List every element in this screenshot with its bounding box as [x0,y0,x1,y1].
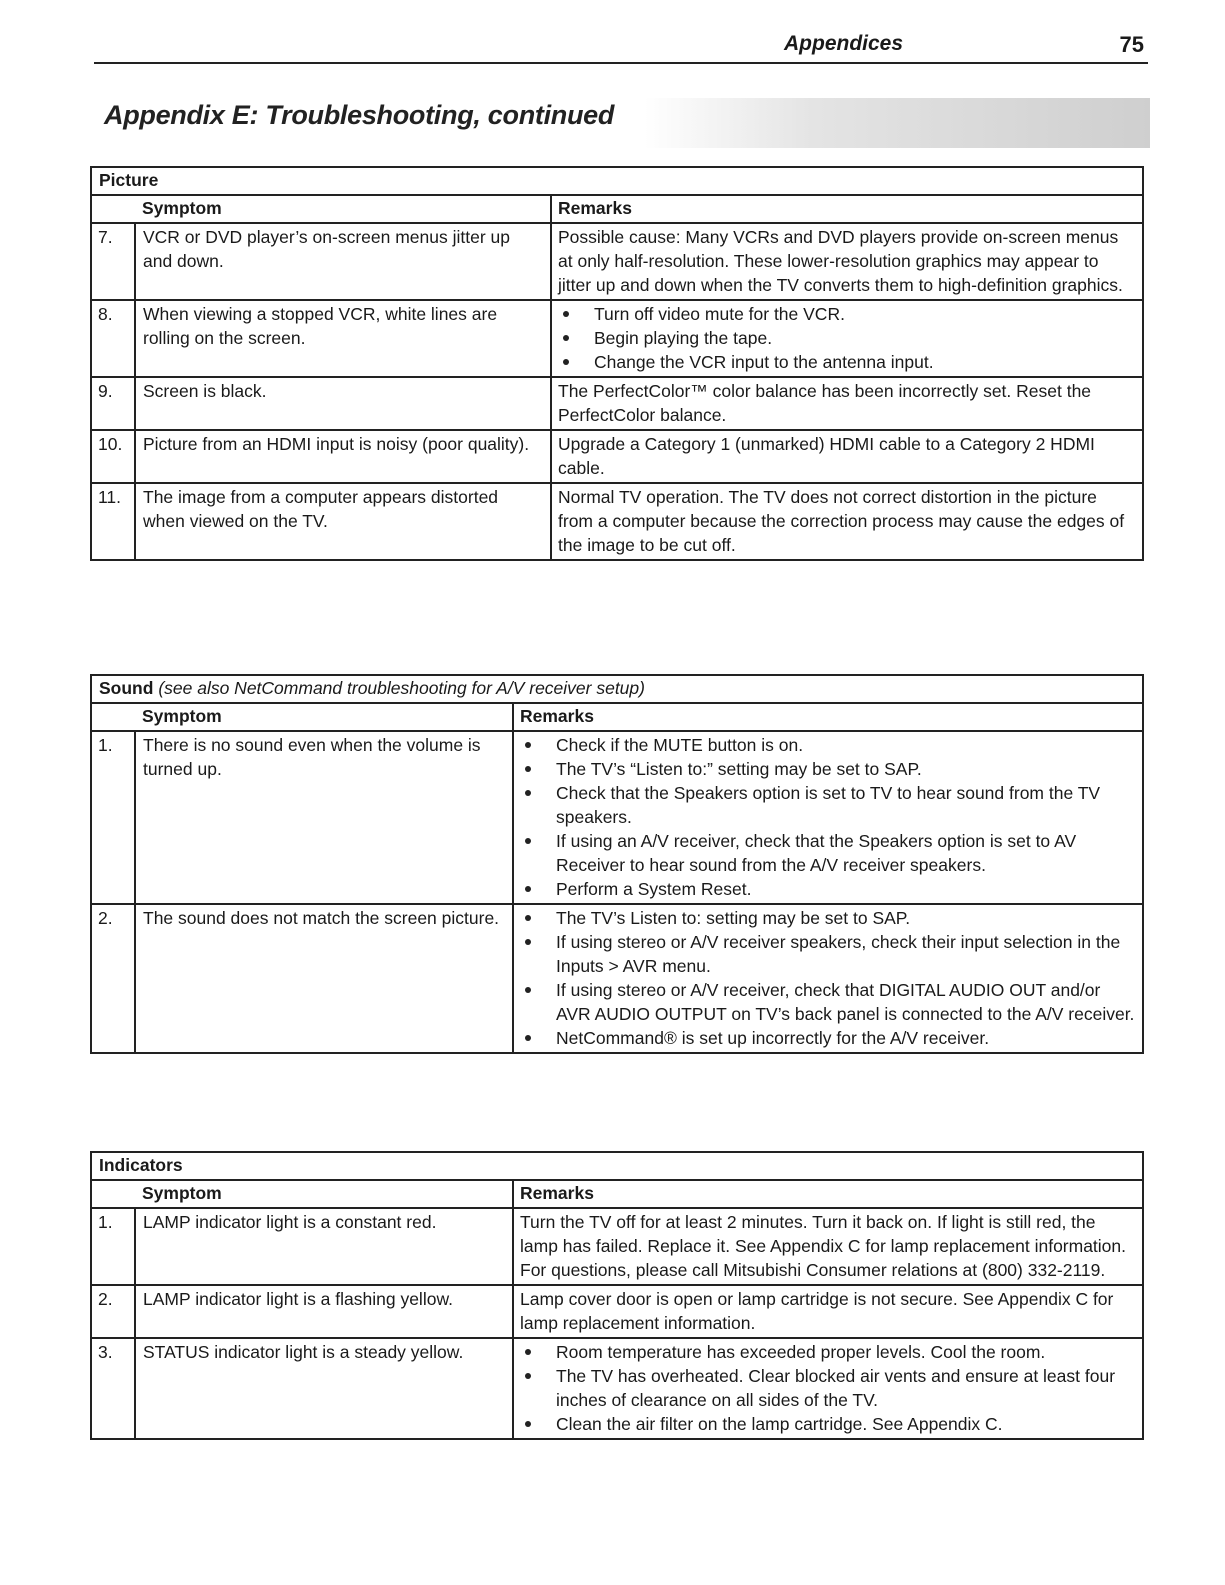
table-row [91,300,1143,377]
remarks-bullet-item [520,1364,1136,1412]
symptom-cell: LAMP indicator light is a constant red. [135,1208,513,1285]
remarks-cell [551,483,1143,560]
remarks-bullet-item [558,326,1136,350]
table-header-row [91,1180,1143,1208]
sound-table [90,674,1144,1054]
remarks-bullet-list [520,1340,1136,1436]
bullet-text: Perform a System Reset. [556,879,752,899]
symptom-cell: There is no sound even when the volume is turned up. [135,731,513,904]
bullet-dot-icon [525,939,531,945]
number-column-header [91,1180,135,1208]
picture-table-title: Picture [91,167,1143,195]
bullet-text: Clean the air filter on the lamp cartridge. See Appendix C. [556,1414,1003,1434]
remarks-bullet-item [520,877,1136,901]
remarks-bullet-item [558,302,1136,326]
symptom-cell: The sound does not match the screen picture. [135,904,513,1053]
remarks-cell [551,377,1143,430]
remarks-text: Lamp cover door is open or lamp cartridge is not secure. See Appendix C for lamp replacement information. [520,1289,1114,1333]
remarks-text: Normal TV operation. The TV does not correct distortion in the picture from a computer because the correction process may cause the edges of the image to be cut off. [558,487,1125,555]
bullet-text: Turn off video mute for the VCR. [594,304,845,324]
table-row [91,731,1143,904]
bullet-dot-icon [525,1373,531,1379]
bullet-text: If using stereo or A/V receiver speakers, check their input selection in the Inputs > AVR menu. [556,932,1121,976]
running-head [94,30,1148,64]
symptom-cell: STATUS indicator light is a steady yellow. [135,1338,513,1439]
bullet-text: Room temperature has exceeded proper levels. Cool the room. [556,1342,1046,1362]
indicators-table-body [91,1208,1143,1439]
table-row [91,377,1143,430]
picture-table [90,166,1144,561]
bullet-dot-icon [525,886,531,892]
remarks-column-header: Remarks [513,703,1143,731]
remarks-bullet-item [520,978,1136,1026]
row-number: 8. [91,300,135,377]
symptom-column-header: Symptom [135,1180,513,1208]
remarks-bullet-item [520,930,1136,978]
remarks-cell [551,300,1143,377]
indicators-table [90,1151,1144,1440]
bullet-text: The TV has overheated. Clear blocked air vents and ensure at least four inches of clearance on all sides of the TV. [556,1366,1116,1410]
bullet-text: NetCommand® is set up incorrectly for the A/V receiver. [556,1028,990,1048]
indicators-table-title: Indicators [91,1152,1143,1180]
symptom-cell: VCR or DVD player’s on-screen menus jitter up and down. [135,223,551,300]
table-row [91,430,1143,483]
row-number: 7. [91,223,135,300]
bullet-text: The TV’s “Listen to:” setting may be set to SAP. [556,759,922,779]
table-row [91,483,1143,560]
table-row [91,904,1143,1053]
row-number: 9. [91,377,135,430]
row-number: 1. [91,1208,135,1285]
remarks-bullet-item [520,829,1136,877]
bullet-dot-icon [525,790,531,796]
symptom-cell: Picture from an HDMI input is noisy (poor quality). [135,430,551,483]
page-number: 75 [1119,32,1144,57]
table-row [91,1338,1143,1439]
remarks-bullet-item [520,1026,1136,1050]
number-column-header [91,703,135,731]
bullet-dot-icon [563,311,569,317]
remarks-cell [513,1285,1143,1338]
table-title-row [91,167,1143,195]
bullet-dot-icon [525,766,531,772]
appendix-title: Appendix E: Troubleshooting, continued [104,100,615,130]
table-header-row [91,195,1143,223]
remarks-text: Upgrade a Category 1 (unmarked) HDMI cable to a Category 2 HDMI cable. [558,434,1095,478]
bullet-text: Check that the Speakers option is set to TV to hear sound from the TV speakers. [556,783,1101,827]
row-number: 2. [91,1285,135,1338]
sound-table-title-note: (see also NetCommand troubleshooting for A/V receiver setup) [158,678,645,698]
remarks-text: Possible cause: Many VCRs and DVD players provide on-screen menus at only half-resolution. These lower-resolution graphics may appear to jitter up and down when the TV converts them to high-definition graphics. [558,227,1123,295]
bullet-dot-icon [563,359,569,365]
table-title-row [91,1152,1143,1180]
remarks-bullet-item [520,781,1136,829]
remarks-cell [513,731,1143,904]
symptom-cell: When viewing a stopped VCR, white lines are rolling on the screen. [135,300,551,377]
remarks-cell [513,904,1143,1053]
running-head-section: Appendices [784,32,904,55]
table-title-row [91,675,1143,703]
table-row [91,1208,1143,1285]
remarks-column-header: Remarks [551,195,1143,223]
row-number: 11. [91,483,135,560]
symptom-column-header: Symptom [135,703,513,731]
number-column-header [91,195,135,223]
remarks-cell [551,223,1143,300]
remarks-text: The PerfectColor™ color balance has been incorrectly set. Reset the PerfectColor balance. [558,381,1092,425]
remarks-bullet-list [520,733,1136,901]
table-row [91,223,1143,300]
row-number: 2. [91,904,135,1053]
row-number: 1. [91,731,135,904]
bullet-dot-icon [525,987,531,993]
bullet-text: Begin playing the tape. [594,328,773,348]
table-row [91,1285,1143,1338]
remarks-column-header: Remarks [513,1180,1143,1208]
bullet-dot-icon [525,742,531,748]
picture-table-body [91,223,1143,560]
bullet-dot-icon [525,915,531,921]
sound-table-title [91,675,1143,703]
bullet-text: If using stereo or A/V receiver, check that DIGITAL AUDIO OUT and/or AVR AUDIO OUTPUT on TV’s back panel is connected to the A/V receiver. [556,980,1135,1024]
bullet-text: Change the VCR input to the antenna input. [594,352,934,372]
bullet-text: Check if the MUTE button is on. [556,735,804,755]
row-number: 3. [91,1338,135,1439]
symptom-column-header: Symptom [135,195,551,223]
table-header-row [91,703,1143,731]
sound-table-body [91,731,1143,1053]
bullet-dot-icon [525,1349,531,1355]
remarks-bullet-item [520,1412,1136,1436]
bullet-dot-icon [525,838,531,844]
bullet-dot-icon [525,1035,531,1041]
symptom-cell: Screen is black. [135,377,551,430]
bullet-dot-icon [525,1421,531,1427]
remarks-bullet-item [520,1340,1136,1364]
remarks-cell [551,430,1143,483]
remarks-bullet-item [520,906,1136,930]
bullet-text: If using an A/V receiver, check that the Speakers option is set to AV Receiver to hear sound from the A/V receiver speakers. [556,831,1077,875]
symptom-cell: The image from a computer appears distorted when viewed on the TV. [135,483,551,560]
remarks-bullet-list [520,906,1136,1050]
bullet-dot-icon [563,335,569,341]
row-number: 10. [91,430,135,483]
remarks-bullet-item [520,757,1136,781]
sound-table-title-text: Sound [99,678,154,698]
symptom-cell: LAMP indicator light is a flashing yellow. [135,1285,513,1338]
remarks-cell [513,1208,1143,1285]
remarks-bullet-item [520,733,1136,757]
remarks-bullet-list [558,302,1136,374]
remarks-bullet-item [558,350,1136,374]
remarks-cell [513,1338,1143,1439]
bullet-text: The TV’s Listen to: setting may be set to SAP. [556,908,911,928]
remarks-text: Turn the TV off for at least 2 minutes. Turn it back on. If light is still red, the lamp has failed. Replace it. See Appendix C for lamp replacement information. For questions, please call Mitsubishi Consumer relations at (800) 332-2119. [520,1212,1127,1280]
